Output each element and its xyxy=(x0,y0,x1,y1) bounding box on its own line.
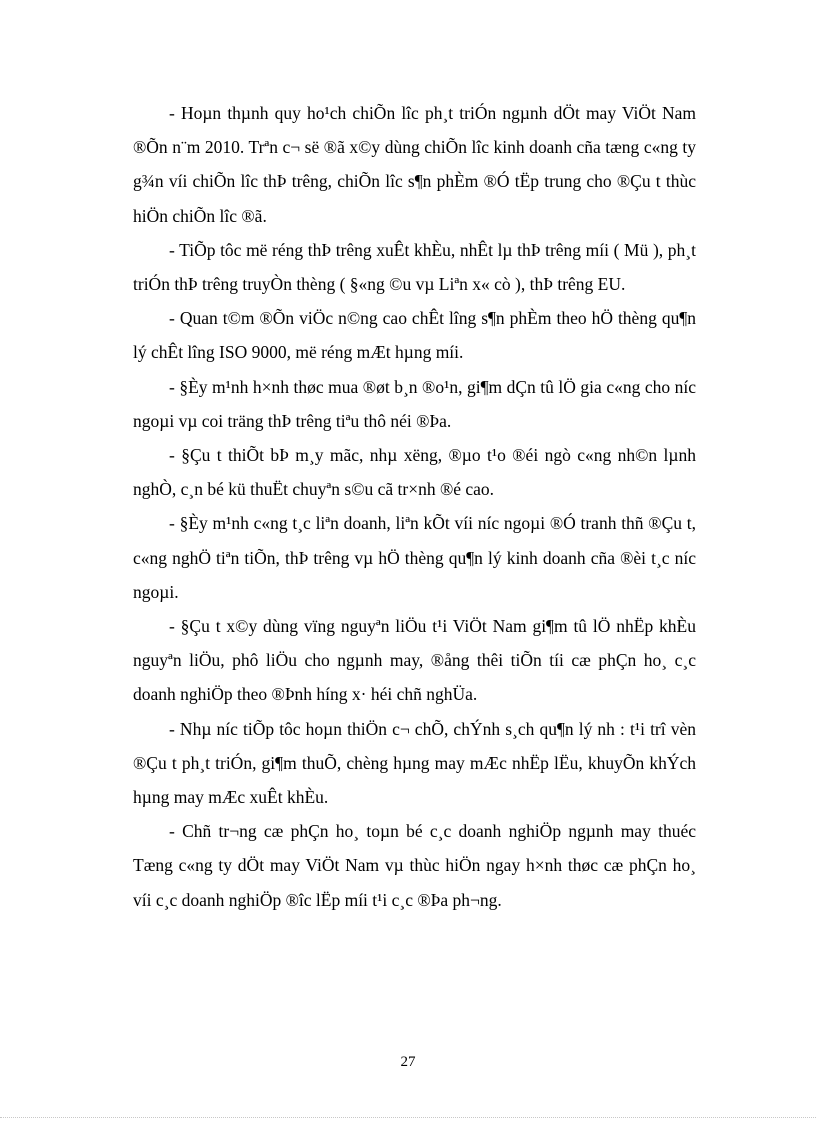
paragraph-4: - §Èy m¹nh h×nh thøc mua ®øt b¸n ®o¹n, gi¶m dÇn tû lÖ gia c«ng cho níc ngoµi vµ coi träng thÞ trêng tiªu thô néi ®Þa. xyxy=(133,376,696,431)
document-body xyxy=(133,96,696,917)
paragraph-7: - §Çu t x©y dùng vïng nguyªn liÖu t¹i ViÖt Nam gi¶m tû lÖ nhËp khÈu nguyªn liÖu, phô liÖu cho ngµnh may, ®ång thêi tiÕn tíi cæ phÇn ho¸ c¸c doanh nghiÖp theo ®Þnh híng x· héi chñ nghÜa. xyxy=(133,616,696,705)
page-bottom-divider xyxy=(0,1117,816,1118)
paragraph-1: - Hoµn thµnh quy ho¹ch chiÕn lîc ph¸t triÓn ngµnh dÖt may ViÖt Nam ®Õn n¨m 2010. Trªn c¬ së ®ã x©y dùng chiÕn lîc kinh doanh cña tæng c«ng ty g¾n víi chiÕn lîc thÞ trêng, chiÕn lîc s¶n phÈm ®Ó tËp trung cho ®Çu t thùc hiÖn chiÕn lîc ®ã. xyxy=(133,103,696,226)
paragraph-5: - §Çu t thiÕt bÞ m¸y mãc, nhµ xëng, ®µo t¹o ®éi ngò c«ng nh©n lµnh nghÒ, c¸n bé kü thuËt chuyªn s©u cã tr×nh ®é cao. xyxy=(133,445,696,500)
paragraph-8: - Nhµ níc tiÕp tôc hoµn thiÖn c¬ chÕ, chÝnh s¸ch qu¶n lý nh : t¹i trî vèn ®Çu t ph¸t triÓn, gi¶m thuÕ, chèng hµng may mÆc nhËp lËu, khuyÕn khÝch hµng may mÆc xuÊt khÈu. xyxy=(133,718,696,808)
paragraph-6: - §Èy m¹nh c«ng t¸c liªn doanh, liªn kÕt víi níc ngoµi ®Ó tranh thñ ®Çu t, c«ng nghÖ tiªn tiÕn, thÞ trêng vµ hÖ thèng qu¶n lý kinh doanh cña ®èi t¸c níc ngoµi. xyxy=(133,513,696,602)
paragraph-3: - Quan t©m ®Õn viÖc n©ng cao chÊt lîng s¶n phÈm theo hÖ thèng qu¶n lý chÊt lîng ISO 9000, më réng mÆt hµng míi. xyxy=(133,308,696,363)
paragraph-9: - Chñ tr¬ng cæ phÇn ho¸ toµn bé c¸c doanh nghiÖp ngµnh may thuéc Tæng c«ng ty dÖt may ViÖt Nam vµ thùc hiÖn ngay h×nh thøc cæ phÇn ho¸ víi c¸c doanh nghiÖp ®îc lËp míi t¹i c¸c ®Þa ph¬ng. xyxy=(133,821,696,910)
page-number: 27 xyxy=(400,1054,416,1070)
paragraph-2: - TiÕp tôc më réng thÞ trêng xuÊt khÈu, nhÊt lµ thÞ trêng míi ( Mü ), ph¸t triÓn thÞ trêng truyÒn thèng ( §«ng ©u vµ Liªn x« cò ), thÞ trêng EU. xyxy=(133,239,696,295)
